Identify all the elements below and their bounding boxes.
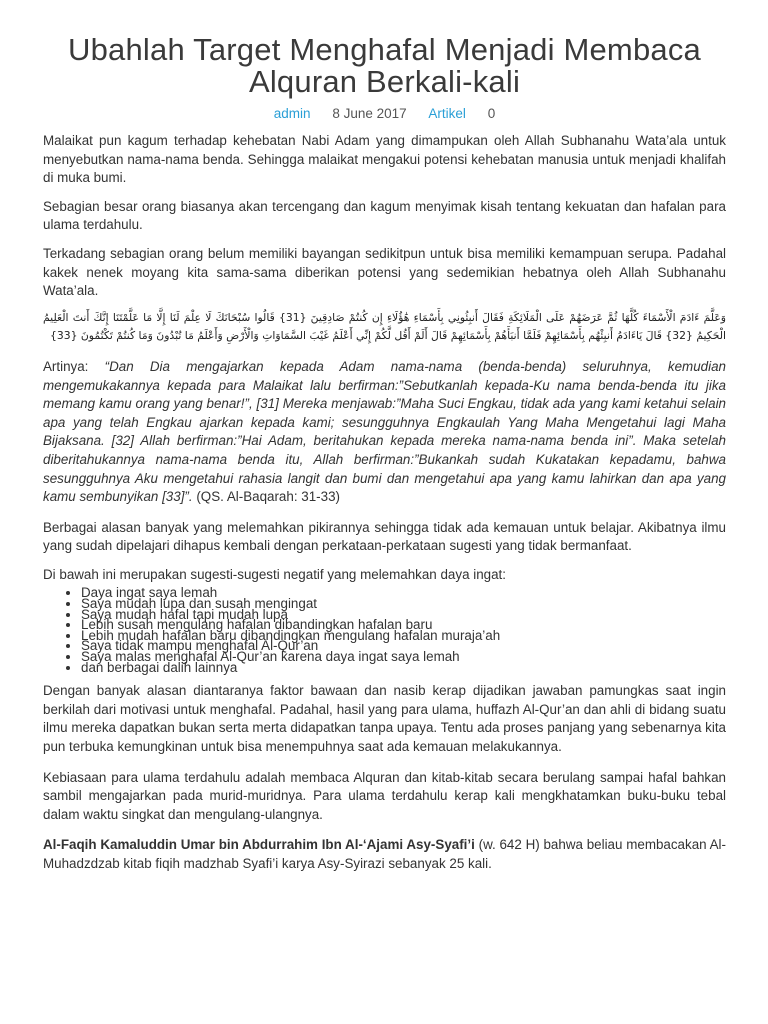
- paragraph-7: Kebiasaan para ulama terdahulu adalah membaca Alquran dan kitab-kitab secara berulang sampai hafal bahkan sambil mengajarkan pada murid-muridnya. Para ulama terdahulu kerap kali mengkhatamkan buku-buku tebal dalam waktu singkat dan mengulang-ulangnya.: [43, 769, 726, 822]
- paragraph-6: Dengan banyak alasan diantaranya faktor bawaan dan nasib kerap dijadikan jawaban pamungkas saat ingin berkilah dari motivasi untuk menghafal. Padahal, hasil yang para ulama, huffazh Al-Qur’an dan ahli di bidang suatu ilmu mereka dapatkan bukan serta merta didapatkan tanpa upaya. Tentu ada proses panjang yang sebenarnya kita pun terbuka kemungkinan untuk bisa menempuhnya saat ada kemauan melakukannya.: [43, 683, 726, 754]
- paragraph-intro: Malaikat pun kagum terhadap kehebatan Nabi Adam yang dimampukan oleh Allah Subhanahu Wata’ala untuk menyebutkan nama-nama benda. Sehingga malaikat mengakui potensi kehebatan manusia untuk menjadi khalifah di muka bumi.: [43, 133, 726, 186]
- quran-arabic-verse: وَعَلَّمَ ءَادَمَ الْأَسْمَاءَ كُلَّهَا ثُمَّ عَرَضَهُمْ عَلَى الْمَلَائِكَةِ فَقَالَ أَنبِئُونِي بِأَسْمَاءِ هَٰؤُلَاءِ إِن كُنتُمْ صَادِقِينَ {31} قَالُوا سُبْحَانَكَ لَا عِلْمَ لَنَا إِلَّا مَا عَلَّمْتَنَا إِنَّكَ أَنتَ الْعَلِيمُ الْحَكِيمُ {32} قَالَ يَاءَادَمُ أَنبِئْهُم بِأَسْمَائِهِمْ فَلَمَّا أَنبَأَهُمْ بِأَسْمَائِهِمْ قَالَ أَلَمْ أَقُل لَّكُمْ إِنِّي أَعْلَمُ غَيْبَ السَّمَاوَاتِ وَالْأَرْضِ وَأَعْلَمُ مَا تُبْدُونَ وَمَا كُنتُمْ تَكْتُمُونَ {33}: [43, 310, 726, 343]
- list-item: • Daya ingat saya lemah: [81, 588, 726, 599]
- category-link[interactable]: Artikel: [428, 106, 466, 121]
- translation-text: “Dan Dia mengajarkan kepada Adam nama-nama (benda-benda) seluruhnya, kemudian mengemukakannya kepada para Malaikat lalu berfirman:”Sebutkanlah kepada-Ku nama benda-benda itu jika memang kamu orang yang benar!”, [31] Mereka menjawab:”Maha Suci Engkau, tidak ada yang kami ketahui selain apa yang telah Engkau ajarkan kepada kami; sesungguhnya Engkaulah Yang Maha Mengetahui lagi Maha Bijaksana. [32] Allah berfirman:”Hai Adam, beritahukan kepada mereka nama-nama benda ini”. Maka setelah diberitahukannya nama-nama benda itu, Allah berfirman:”Bukankah sudah Kukatakan kepadamu, bahwa sesungguhnya Aku mengetahui rahasia langit dan bumi dan mengetahui apa yang kamu lahirkan dan apa yang kamu sembunyikan [33]”.: [43, 358, 726, 505]
- paragraph-4: Berbagai alasan banyak yang melemahkan pikirannya sehingga tidak ada kemauan untuk belajar. Akibatnya ilmu yang sudah dipelajari dihapus kembali dengan perkataan-perkataan sugesti yang tidak bermanfaat.: [43, 519, 726, 554]
- paragraph-8: [43, 836, 726, 873]
- post-date: 8 June 2017: [332, 106, 407, 121]
- list-item: • Saya mudah hafal tapi mudah lupa: [81, 610, 726, 621]
- article-title: Ubahlah Target Menghafal Menjadi Membaca Alquran Berkali-kali: [68, 32, 701, 99]
- author-link[interactable]: admin: [273, 106, 311, 121]
- list-item: • Lebih mudah hafalan baru dibandingkan mengulang hafalan muraja’ah: [81, 631, 726, 642]
- paragraph-8-text: (w. 642 H) bahwa beliau membacakan Al-Muhadzdzab kitab fiqih madzhab Syafi’i karya Asy-Syirazi sebanyak 25 kali.: [43, 837, 726, 871]
- translation-paragraph: [43, 358, 726, 507]
- article-meta: [43, 104, 726, 124]
- list-item: • Lebih susah mengulang hafalan dibandingkan hafalan baru: [81, 620, 726, 631]
- paragraph-2: Sebagian besar orang biasanya akan tercengang dan kagum menyimak kisah tentang kekuatan dan hafalan para ulama terdahulu.: [43, 198, 726, 233]
- translation-reference: (QS. Al-Baqarah: 31-33): [192, 489, 340, 505]
- list-item: • Saya mudah lupa dan susah mengingat: [81, 599, 726, 610]
- scholar-name: Al-Faqih Kamaluddin Umar bin Abdurrahim Ibn Al-‘Ajami Asy-Syafi’i: [43, 837, 475, 853]
- negative-suggestions-list: [43, 585, 726, 675]
- paragraph-3: Terkadang sebagian orang belum memiliki bayangan sedikitpun untuk bisa memiliki kemampuan serupa. Padahal kakek nenek moyang kita sama-sama diberikan potensi yang sedemikian hebatnya oleh Allah Subhanahu Wata’ala.: [43, 245, 726, 299]
- paragraph-5: Di bawah ini merupakan sugesti-sugesti negatif yang melemahkan daya ingat:: [43, 566, 506, 582]
- list-item: • Saya tidak mampu menghafal Al-Qur’an: [81, 641, 726, 652]
- list-item: • dan berbagai dalih lainnya: [81, 663, 726, 674]
- translation-prefix: Artinya:: [43, 358, 105, 374]
- list-item: • Saya malas menghafal Al-Qur’an karena daya ingat saya lemah: [81, 652, 726, 663]
- comment-count[interactable]: 0: [487, 106, 496, 121]
